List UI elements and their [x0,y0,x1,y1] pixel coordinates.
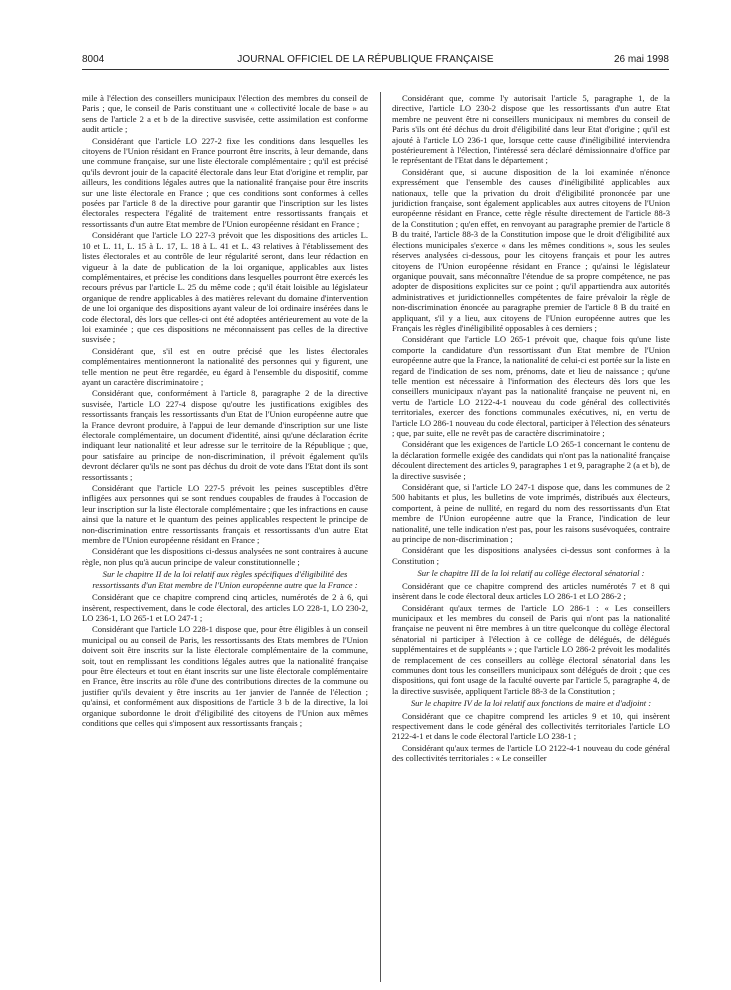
page-number: 8004 [82,54,105,65]
paragraph: Considérant que, si aucune disposition de la loi examinée n'énonce expressément que l'ensemble des causes d'inéligibilité applicables aux nationaux, telle que la privation du droit d'éligibilité prononcée par une juridiction française, sont également applicables aux autres citoyens de l'Union européenne résidant en France, cette règle résulte directement de l'article 88-3 de la Constitution ; qu'en effet, en renvoyant au paragraphe premier de l'article 8 B du traité, l'article 88-3 de la Constitution impose que le droit d'éligibilité aux élections municipales s'exerce « dans les mêmes conditions », sous les seules réserves analysées ci-dessous, pour les citoyens français et pour les autres citoyens de l'Union européenne résidant en France ; qu'ainsi le législateur organique pouvait, sans méconnaître l'étendue de sa propre compétence, ne pas adopter de dispositions explicites sur ce point ; qu'il appartiendra aux autorités administratives et juridictionnelles compétentes de faire prévaloir la règle de non-discrimination énoncée au paragraphe premier de l'article 8 B du traité en appliquant, s'il y a lieu, aux citoyens de l'Union européenne autres que les Français les règles d'inéligibilité opposables à ces derniers ; [392,166,670,333]
paragraph: Considérant qu'aux termes de l'article LO 286-1 : « Les conseillers municipaux et les membres du conseil de Paris qui n'ont pas la nationalité française ne peuvent ni être membres à un titre quelconque du collège électoral sénatorial ni participer à l'élection à ce collège de délégués, de délégués supplémentaires et de suppléants » ; que l'article LO 286-2 prévoit les modalités de remplacement de ces conseillers au collège électoral sénatorial dans les communes dont tous les conseillers municipaux sont délégués de droit ; que ces dispositions, qui font usage de la faculté ouverte par l'article 5, paragraphe 4, de la directive susvisée, appliquent l'article 88-3 de la Constitution ; [392,602,670,696]
paragraph: Considérant que, comme l'y autorisait l'article 5, paragraphe 1, de la directive, l'article LO 230-2 dispose que les ressortissants d'un autre Etat membre ne peuvent être ni conseillers municipaux ni membres du conseil de Paris s'ils ont été déchus du droit d'éligibilité dans leur Etat d'origine ; qu'il est ajouté à l'article LO 236-1 que, lorsque cette cause d'inéligibilité interviendra postérieurement à l'élection, l'intéressé sera déclaré démissionnaire d'office par le représentant de l'Etat dans le département ; [392,93,670,166]
page-header [0,0,731,80]
journal-title: JOURNAL OFFICIEL DE LA RÉPUBLIQUE FRANÇAISE [237,54,494,65]
paragraph: Considérant que ce chapitre comprend les articles 9 et 10, qui insèrent respectivement dans le code général des collectivités territoriales l'article LO 2122-4-1 et dans le code électoral l'article LO 238-1 ; [392,710,670,742]
left-column [82,93,368,729]
paragraph: Considérant que l'article LO 228-1 dispose que, pour être éligibles à un conseil municipal ou au conseil de Paris, les ressortissants des Etats membres de l'Union doivent soit être inscrits sur la liste électorale complémentaire de la commune, soit, tout en remplissant les conditions légales autres que la nationalité française pour être électeurs et tout en étant inscrits sur une liste électorale complémentaire en France, être inscrits au rôle d'une des contributions directes de la commune ou justifier qu'ils devaient y être inscrits au 1er janvier de l'année de l'élection ; qu'ainsi, et conformément aux dispositions de l'article 3 b de la directive, la loi organique subordonne le droit d'éligibilité des citoyens de l'Union aux mêmes conditions que celles qui s'imposent aux ressortissants français ; [82,624,368,728]
column-divider [380,92,381,982]
right-column [392,93,670,765]
paragraph: Considérant que les exigences de l'article LO 265-1 concernant le contenu de la déclaration formelle exigée des candidats qui n'ont pas la nationalité française découlent directement des articles 9, paragraphes 1 et 9, paragraphe 2 (a et b), de la directive susvisée ; [392,439,670,481]
paragraph: Considérant qu'aux termes de l'article LO 2122-4-1 nouveau du code général des collectivités territoriales : « Le conseiller [392,742,670,764]
paragraph: Considérant que les dispositions analysées ci-dessus sont conformes à la Constitution ; [392,545,670,566]
paragraph: Considérant que l'article LO 265-1 prévoit que, chaque fois qu'une liste comporte la candidature d'un ressortissant d'un Etat membre de l'Union européenne autre que la France, la nationalité de celui-ci est portée sur la liste en regard de l'indication de ses nom, prénoms, date et lieu de naissance ; qu'une telle mention est nécessaire à l'information des électeurs dès lors que les conseillers municipaux n'ayant pas la nationalité française ne peuvent ni, en vertu de l'article LO 2122-4-1 nouveau du code général des collectivités territoriales, exercer des fonctions communales exécutives, ni, en vertu de l'article LO 286-1 nouveau du code électoral, participer à l'élection des sénateurs ; que, par suite, elle ne revêt pas de caractère discriminatoire ; [392,334,670,438]
paragraph: Considérant que, conformément à l'article 8, paragraphe 2 de la directive susvisée, l'article LO 227-4 dispose qu'outre les justifications exigibles des ressortissants français les ressortissants d'un Etat de l'Union européenne autre que la France devront produire, à l'appui de leur demande d'inscription sur une liste électorale complémentaire, un document d'identité, ainsi qu'une déclaration écrite indiquant leur nationalité et leur adresse sur le territoire de la République ; que, pour satisfaire au principe de non-discrimination, il prévoit également qu'ils devront déclarer qu'ils ne sont pas déchus du droit de vote dans l'Etat dont ils sont ressortissants ; [82,388,368,482]
paragraph: Considérant que l'article LO 227-2 fixe les conditions dans lesquelles les citoyens de l'Union résidant en France pourront être inscrits, à leur demande, dans une commune française, sur une liste électorale complémentaire ; qu'il est précisé qu'ils devront jouir de la capacité électorale dans leur Etat d'origine et remplir, par ailleurs, les conditions légales autres que la nationalité française pour être inscrits sur une liste électorale en France ; que ces conditions sont conformes à celles posées par l'article 8 de la directive pour garantir que l'inscription sur les listes électorales respectera l'égalité de traitement entre ressortissants français et ressortissants d'un autre Etat membre de l'Union européenne résidant en France ; [82,135,368,229]
paragraph: Considérant que ce chapitre comprend cinq articles, numérotés de 2 à 6, qui insèrent, respectivement, dans le code électoral, des articles LO 228-1, LO 230-2, LO 236-1, LO 265-1 et LO 247-1 ; [82,592,368,623]
paragraph: Considérant que l'article LO 227-5 prévoit les peines susceptibles d'être infligées aux personnes qui se sont rendues coupables de fraudes à l'occasion de leur inscription sur la liste électorale complémentaire ; que les infractions en cause ainsi que la nature et le quantum des peines applicables respectent le principe de non-discrimination entre ressortissants français et ressortissants d'un autre Etat membre de l'Union européenne résidant en France ; [82,483,368,546]
paragraph: Considérant que l'article LO 227-3 prévoit que les dispositions des articles L. 10 et L. 11, L. 15 à L. 17, L. 18 à L. 41 et L. 43 relatives à l'établissement des listes électorales et au contrôle de leur régularité seront, dans leur rédaction en vigueur à la date de publication de la loi organique, applicables aux listes complémentaires, et précise les conditions dans lesquelles pourront être exercés les recours prévus par l'article L. 25 du même code ; qu'il était loisible au législateur organique de rendre applicables à des matières relevant du domaine d'intervention de une loi organique des dispositions ayant valeur de loi ordinaire insérées dans le code électoral, dès lors que celles-ci ont été adoptées antérieurement au vote de la loi examinée ; que ces dispositions ne méconnaissent pas celles de la directive susvisée ; [82,230,368,345]
issue-date: 26 mai 1998 [613,54,669,65]
header-rule [82,69,669,70]
section-heading: Sur le chapitre IV de la loi relatif aux fonctions de maire et d'adjoint : [410,698,652,709]
paragraph: Considérant que, s'il est en outre précisé que les listes électorales complémentaires mentionneront la nationalité des personnes qui y figurent, une telle mention ne peut être regardée, eu égard à l'ensemble du dispositif, comme ayant un caractère discriminatoire ; [82,345,368,387]
paragraph: Considérant que les dispositions ci-dessus analysées ne sont contraires à aucune règle, non plus qu'à aucun principe de valeur constitutionnelle ; [82,546,368,567]
paragraph: mile à l'élection des conseillers municipaux l'élection des membres du conseil de Paris ; que, le conseil de Paris constituant une « collectivité locale de base » au sens de l'article 2 a et b de la directive susvisée, cette assimilation est conforme audit article ; [82,93,368,135]
paragraph: Considérant que, si l'article LO 247-1 dispose que, dans les communes de 2 500 habitants et plus, les bulletins de vote imprimés, distribués aux électeurs, comportent, à peine de nullité, en regard du nom des ressortissants d'un Etat membre de l'Union européenne autre que la France, l'indication de leur nationalité, une telle indication n'est pas, pour les raisons susévoquées, contraire au principe de non-discrimination ; [392,482,670,545]
paragraph: Considérant que ce chapitre comprend des articles numérotés 7 et 8 qui insèrent dans le code électoral deux articles LO 286-1 et LO 286-2 ; [392,580,670,602]
section-heading: Sur le chapitre II de la loi relatif aux règles spécifiques d'éligibilité des ressortissants d'un Etat membre de l'Union européenne autre que la France : [92,569,358,590]
section-heading: Sur le chapitre III de la loi relatif au collège électoral sénatorial : [417,568,645,579]
